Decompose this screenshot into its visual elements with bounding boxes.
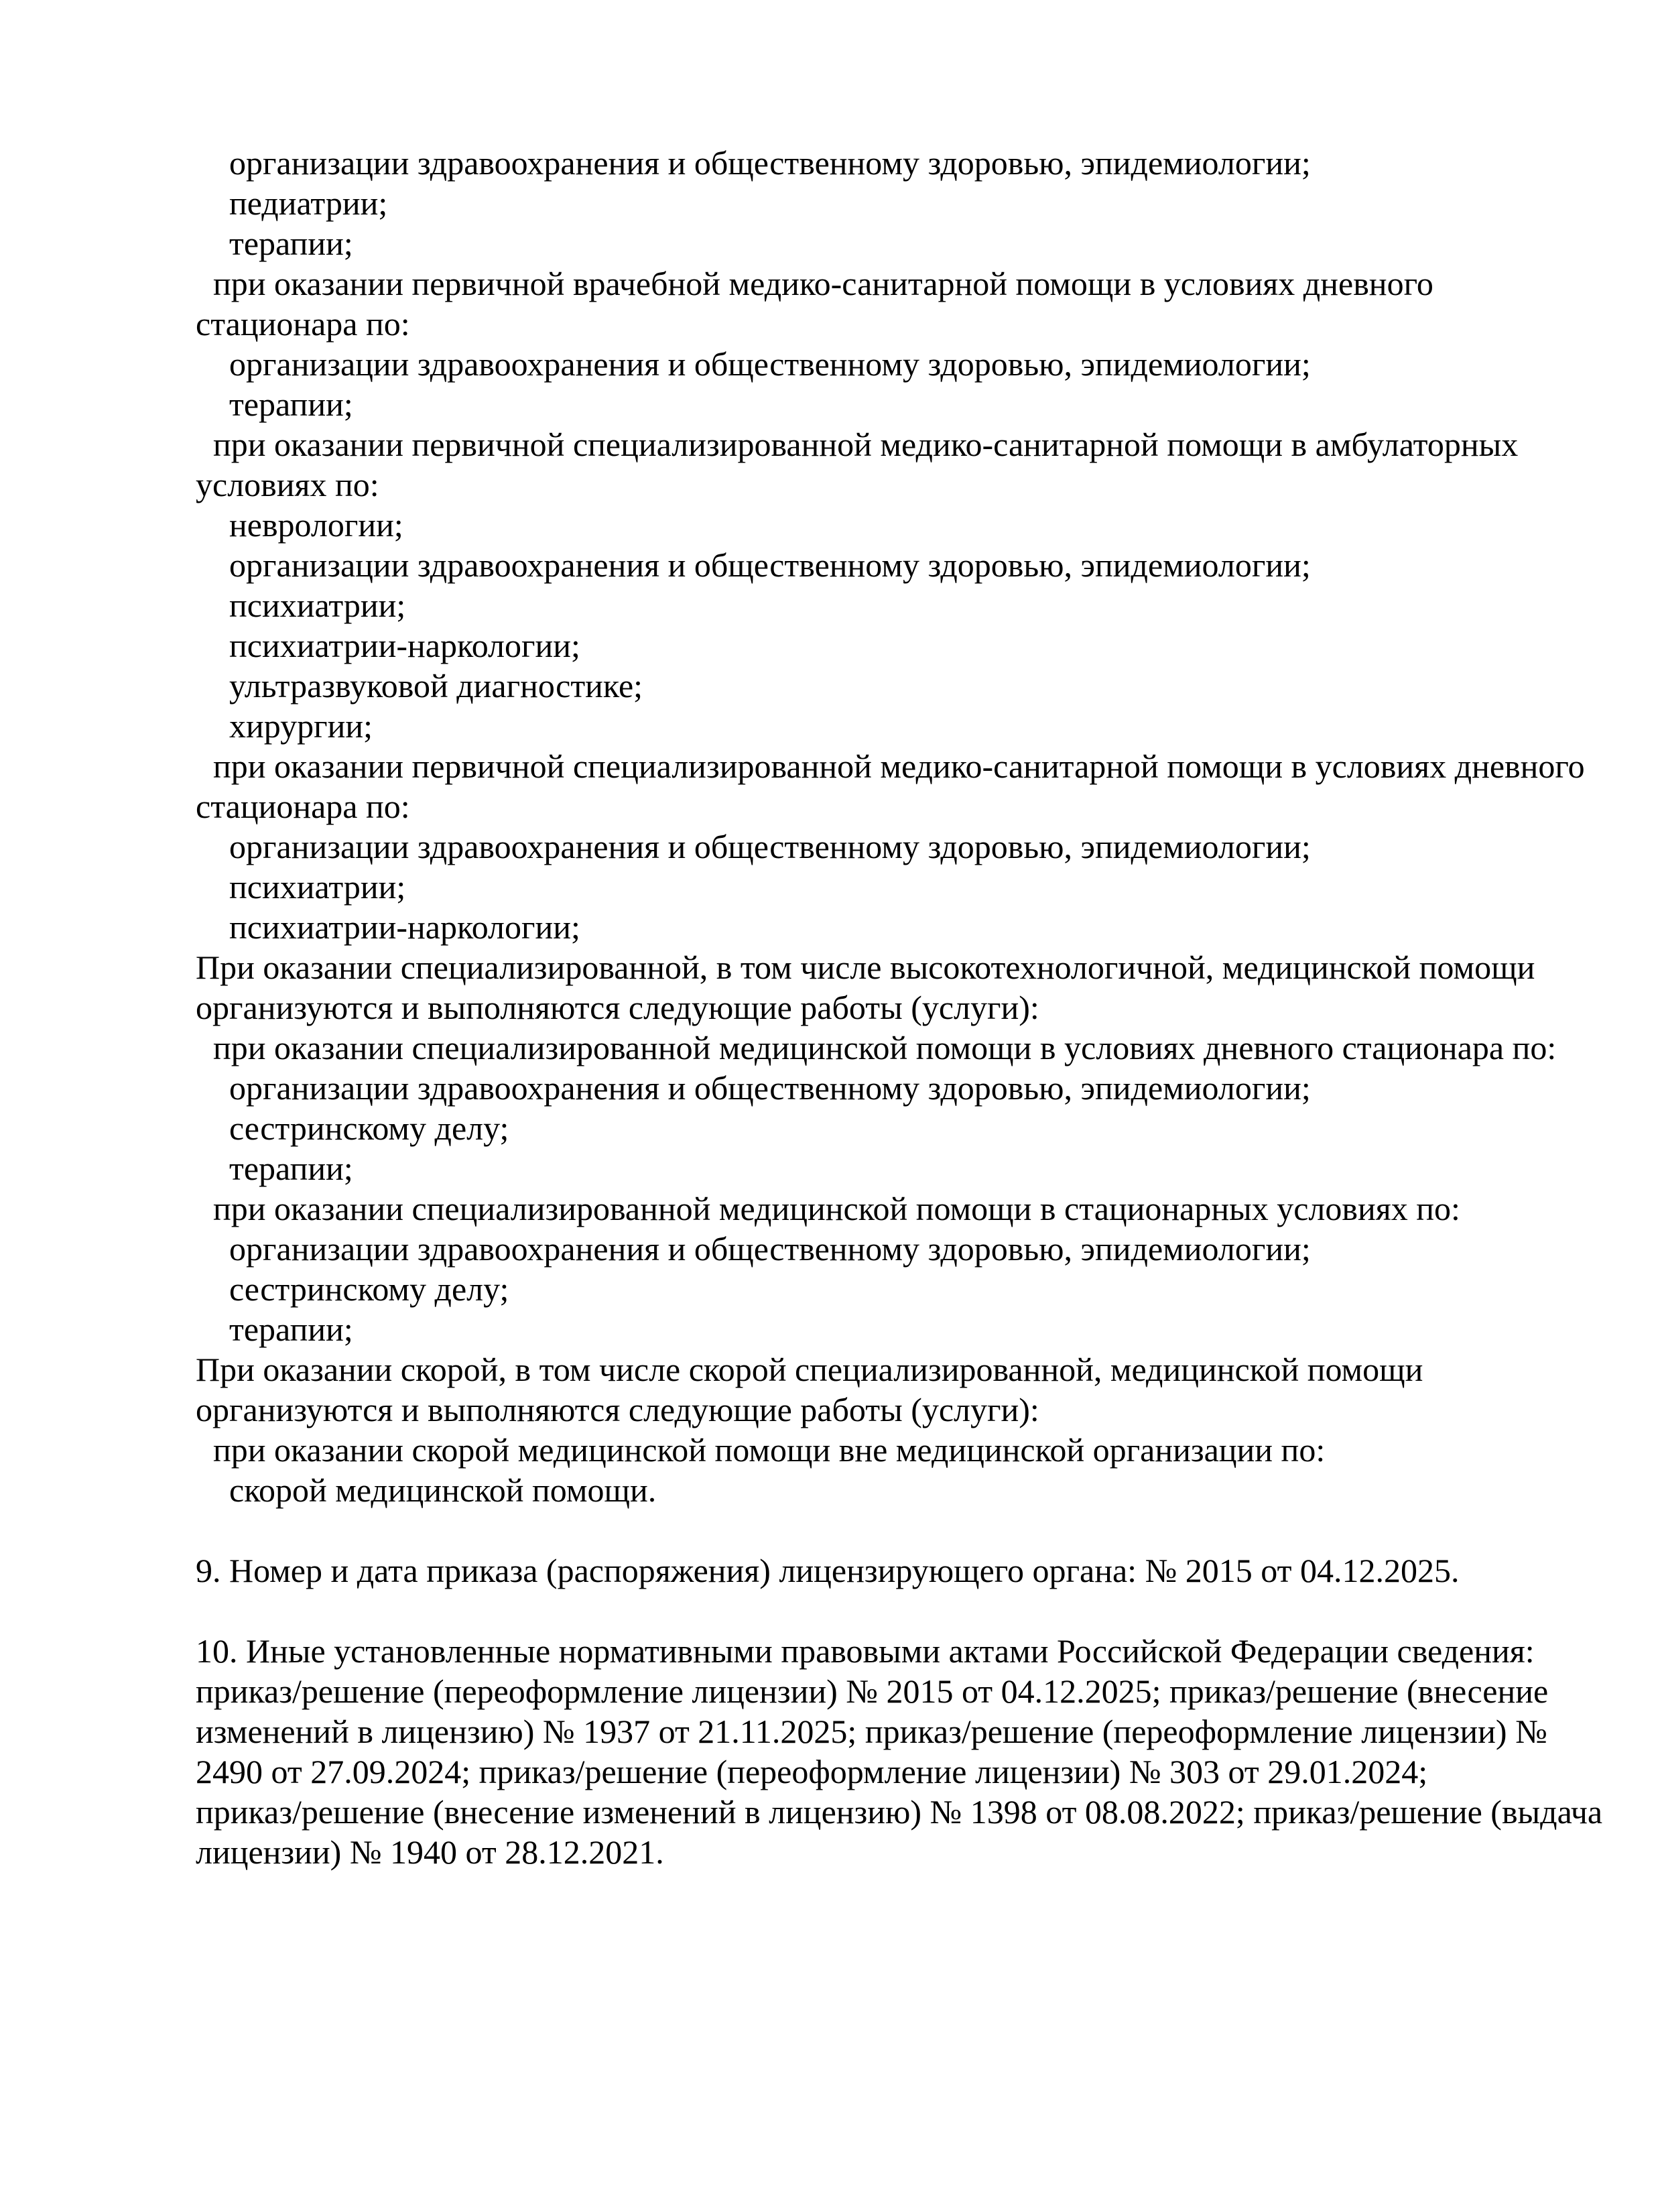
text-line: при оказании специализированной медицинской помощи в условиях дневного стационара по: <box>213 1029 1557 1066</box>
text-line: скорой медицинской помощи. <box>229 1471 657 1509</box>
license-text-block <box>0 143 1662 1872</box>
text-line: терапии; <box>229 385 353 423</box>
text-line: приказ/решение (внесение изменений в лицензию) № 1398 от 08.08.2022; приказ/решение (выдача <box>196 1793 1603 1831</box>
blank-line <box>0 1591 1662 1631</box>
text-line: при оказании первичной врачебной медико-санитарной помощи в условиях дневного <box>213 265 1433 302</box>
text-line: организации здравоохранения и общественному здоровью, эпидемиологии; <box>229 144 1311 182</box>
text-line: 10. Иные установленные нормативными правовыми актами Российской Федерации сведения: <box>196 1632 1535 1670</box>
text-line: терапии; <box>229 1150 353 1187</box>
text-line: стационара по: <box>196 305 410 343</box>
text-line: При оказании специализированной, в том числе высокотехнологичной, медицинской помощи <box>196 948 1535 986</box>
text-line: 2490 от 27.09.2024; приказ/решение (переоформление лицензии) № 303 от 29.01.2024; <box>196 1753 1428 1790</box>
text-line: ультразвуковой диагностике; <box>229 667 643 704</box>
text-line: организуются и выполняются следующие работы (услуги): <box>196 1391 1039 1428</box>
text-line: при оказании скорой медицинской помощи вне медицинской организации по: <box>213 1431 1326 1469</box>
text-line: при оказании первичной специализированной медико-санитарной помощи в амбулаторных <box>213 426 1519 463</box>
text-line: психиатрии-наркологии; <box>229 908 580 946</box>
text-line: организации здравоохранения и общественному здоровью, эпидемиологии; <box>229 546 1311 584</box>
text-line: 9. Номер и дата приказа (распоряжения) лицензирующего органа: № 2015 от 04.12.2025. <box>196 1552 1460 1589</box>
text-line: организации здравоохранения и общественному здоровью, эпидемиологии; <box>229 345 1311 383</box>
text-line: сестринскому делу; <box>229 1270 509 1308</box>
text-line: условиях по: <box>196 466 379 503</box>
text-line: при оказании первичной специализированной медико-санитарной помощи в условиях дневного <box>213 747 1585 785</box>
text-line: при оказании специализированной медицинской помощи в стационарных условиях по: <box>213 1190 1460 1227</box>
text-line: неврологии; <box>229 506 403 544</box>
text-line: терапии; <box>229 1310 353 1348</box>
text-line: организуются и выполняются следующие работы (услуги): <box>196 989 1039 1026</box>
text-line: приказ/решение (переоформление лицензии) № 2015 от 04.12.2025; приказ/решение (внесение <box>196 1672 1549 1710</box>
text-line: организации здравоохранения и общественному здоровью, эпидемиологии; <box>229 828 1311 865</box>
text-line: хирургии; <box>229 707 373 745</box>
text-line: При оказании скорой, в том числе скорой специализированной, медицинской помощи <box>196 1351 1423 1388</box>
text-line: лицензии) № 1940 от 28.12.2021. <box>196 1833 664 1871</box>
text-line: сестринскому делу; <box>229 1109 509 1147</box>
text-line: психиатрии; <box>229 587 406 624</box>
blank-line <box>0 1510 1662 1550</box>
text-line: терапии; <box>229 225 353 262</box>
text-line: организации здравоохранения и общественному здоровью, эпидемиологии; <box>229 1230 1311 1268</box>
text-line: стационара по: <box>196 788 410 825</box>
text-line: психиатрии; <box>229 868 406 906</box>
text-line: изменений в лицензию) № 1937 от 21.11.2025; приказ/решение (переоформление лицензии) № <box>196 1713 1547 1750</box>
text-line: психиатрии-наркологии; <box>229 627 580 664</box>
text-line: педиатрии; <box>229 184 388 222</box>
text-line: организации здравоохранения и общественному здоровью, эпидемиологии; <box>229 1069 1311 1107</box>
